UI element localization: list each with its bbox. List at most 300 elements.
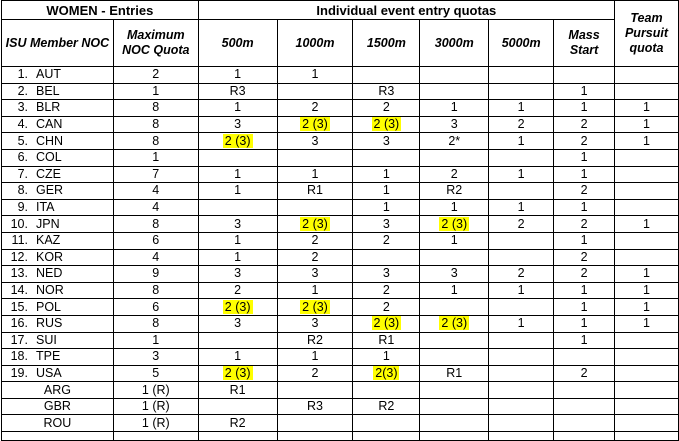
cell-value: 1 bbox=[517, 166, 525, 181]
cell-m5000 bbox=[489, 299, 554, 316]
cell-m5000 bbox=[489, 116, 554, 133]
noc-code: CAN bbox=[36, 117, 63, 132]
cell-m500 bbox=[198, 116, 277, 133]
cell-mass bbox=[554, 282, 615, 299]
noc-code: POL bbox=[36, 299, 62, 314]
cell-m1500 bbox=[353, 83, 420, 100]
cell-m1500 bbox=[353, 382, 420, 399]
noc-code: TPE bbox=[36, 349, 61, 364]
noc-cell bbox=[2, 183, 114, 200]
cell-m500 bbox=[198, 365, 277, 382]
cell-tp bbox=[615, 415, 679, 432]
cell-m500 bbox=[198, 199, 277, 216]
cell-mass bbox=[554, 398, 615, 415]
cell-value: 9 bbox=[152, 266, 160, 281]
cell-value: 2 (3) bbox=[441, 316, 468, 331]
noc-code: CZE bbox=[36, 166, 61, 181]
cell-max bbox=[113, 365, 198, 382]
cell-m3000 bbox=[420, 315, 489, 332]
cell-m3000 bbox=[420, 116, 489, 133]
cell-m1000 bbox=[277, 116, 353, 133]
cell-tp bbox=[615, 83, 679, 100]
cell-m500 bbox=[198, 315, 277, 332]
cell-m1000 bbox=[277, 299, 353, 316]
cell-value: 1 bbox=[311, 166, 319, 181]
noc-code: ROU bbox=[43, 415, 72, 430]
cell-m5000 bbox=[489, 349, 554, 366]
table-row bbox=[2, 83, 679, 100]
cell-value: 3 bbox=[311, 133, 319, 148]
cell-value: 1 bbox=[643, 117, 650, 132]
cell-tp bbox=[615, 149, 679, 166]
row-number: 17. bbox=[10, 332, 28, 347]
cell-value: 3 bbox=[234, 316, 242, 331]
cell-value: 1 bbox=[580, 316, 588, 331]
cell-m1500 bbox=[353, 299, 420, 316]
cell-tp bbox=[615, 100, 679, 117]
cell-value: 1 bbox=[643, 266, 650, 281]
cell-m500 bbox=[198, 67, 277, 84]
table-body bbox=[2, 67, 679, 441]
cell-value: 1 bbox=[234, 233, 242, 248]
row-number: 9. bbox=[17, 200, 28, 215]
cell-tp bbox=[615, 249, 679, 266]
row-number: 19. bbox=[10, 365, 28, 380]
cell-value: 2 bbox=[234, 283, 242, 298]
noc-cell bbox=[2, 133, 114, 150]
cell-value: 3 bbox=[450, 117, 458, 132]
cell-max bbox=[113, 67, 198, 84]
cell-max bbox=[113, 398, 198, 415]
cell-value: 3 bbox=[234, 216, 242, 231]
noc-cell bbox=[2, 332, 114, 349]
cell-mass bbox=[554, 299, 615, 316]
cell-value: 8 bbox=[152, 316, 160, 331]
table-row bbox=[2, 166, 679, 183]
cell-value: R3 bbox=[229, 83, 246, 98]
cell-m3000 bbox=[420, 133, 489, 150]
table-row bbox=[2, 398, 679, 415]
cell-value: 3 bbox=[234, 266, 242, 281]
cell-max bbox=[113, 249, 198, 266]
cell-m1500 bbox=[353, 415, 420, 432]
cell-m500 bbox=[198, 149, 277, 166]
cell-m5000 bbox=[489, 332, 554, 349]
cell-m1000 bbox=[277, 365, 353, 382]
row-number: 8. bbox=[17, 183, 28, 198]
cell-value: 2 bbox=[311, 249, 319, 264]
cell-m5000 bbox=[489, 199, 554, 216]
cell-value: 2 bbox=[580, 133, 588, 148]
cell-m3000 bbox=[420, 83, 489, 100]
noc-code: NED bbox=[36, 266, 63, 281]
cell-m5000 bbox=[489, 216, 554, 233]
cell-m500 bbox=[198, 398, 277, 415]
cell-mass bbox=[554, 83, 615, 100]
cell-tp bbox=[615, 266, 679, 283]
cell-max bbox=[113, 315, 198, 332]
cell-value: 1 bbox=[450, 233, 458, 248]
noc-code: COL bbox=[36, 150, 62, 165]
table-row bbox=[2, 382, 679, 399]
cell-m500 bbox=[198, 415, 277, 432]
cell-max bbox=[113, 116, 198, 133]
cell-m3000 bbox=[420, 282, 489, 299]
cell-m1500 bbox=[353, 365, 420, 382]
table-row bbox=[2, 67, 679, 84]
cell-m5000 bbox=[489, 415, 554, 432]
cell-max bbox=[113, 415, 198, 432]
cell-value: 1 bbox=[580, 200, 588, 215]
cell-m500 bbox=[198, 166, 277, 183]
cell-mass bbox=[554, 133, 615, 150]
cell-m500 bbox=[198, 299, 277, 316]
cell-value: R2 bbox=[378, 399, 395, 414]
cut-off-cell bbox=[353, 432, 420, 441]
col-1000m: 1000m bbox=[277, 20, 353, 67]
table-row bbox=[2, 349, 679, 366]
noc-code: GER bbox=[36, 183, 64, 198]
cell-max bbox=[113, 232, 198, 249]
row-number: 11. bbox=[11, 233, 28, 248]
cell-m500 bbox=[198, 249, 277, 266]
cell-tp bbox=[615, 67, 679, 84]
noc-cell bbox=[2, 398, 114, 415]
cell-value: 1 (R) bbox=[141, 382, 170, 397]
cell-value: 2(3) bbox=[375, 365, 398, 380]
cell-value: 1 bbox=[580, 150, 588, 165]
cell-mass bbox=[554, 216, 615, 233]
cell-m1000 bbox=[277, 349, 353, 366]
cell-value: 1 bbox=[643, 299, 650, 314]
cut-off-cell bbox=[277, 432, 353, 441]
cell-value: 8 bbox=[152, 100, 160, 115]
cell-value: 1 bbox=[517, 283, 525, 298]
cell-m1000 bbox=[277, 166, 353, 183]
cell-m1000 bbox=[277, 149, 353, 166]
cell-mass bbox=[554, 332, 615, 349]
cell-value: 2 bbox=[382, 233, 390, 248]
cell-value: 2 bbox=[382, 283, 390, 298]
cell-value: 1 bbox=[643, 283, 650, 298]
cell-value: 1 bbox=[382, 349, 390, 364]
noc-cell bbox=[2, 349, 114, 366]
cell-m3000 bbox=[420, 299, 489, 316]
noc-cell bbox=[2, 249, 114, 266]
cell-value: 2 bbox=[580, 117, 588, 132]
cell-m1000 bbox=[277, 249, 353, 266]
cell-m1000 bbox=[277, 67, 353, 84]
cell-m1500 bbox=[353, 199, 420, 216]
cell-value: 2 bbox=[152, 67, 160, 82]
col-1500m: 1500m bbox=[353, 20, 420, 67]
cell-m3000 bbox=[420, 332, 489, 349]
cell-value: 6 bbox=[152, 299, 160, 314]
cell-max bbox=[113, 349, 198, 366]
cut-off-cell bbox=[113, 432, 198, 441]
cell-value: 8 bbox=[152, 283, 160, 298]
row-number: 6. bbox=[17, 150, 28, 165]
cell-value: 1 bbox=[382, 200, 390, 215]
cell-m5000 bbox=[489, 398, 554, 415]
table-row bbox=[2, 149, 679, 166]
noc-code: AUT bbox=[36, 67, 61, 82]
cell-m1500 bbox=[353, 149, 420, 166]
cell-mass bbox=[554, 415, 615, 432]
cell-tp bbox=[615, 282, 679, 299]
cell-m500 bbox=[198, 266, 277, 283]
cell-max bbox=[113, 332, 198, 349]
cut-off-cell bbox=[554, 432, 615, 441]
cell-value: 2 (3) bbox=[373, 117, 400, 132]
entries-table bbox=[1, 0, 679, 441]
cell-value: 1 (R) bbox=[141, 415, 170, 430]
table-row bbox=[2, 116, 679, 133]
cell-m3000 bbox=[420, 365, 489, 382]
noc-code: ITA bbox=[36, 200, 55, 215]
cell-value: R3 bbox=[307, 399, 323, 414]
cell-tp bbox=[615, 365, 679, 382]
cell-m1000 bbox=[277, 216, 353, 233]
cell-m500 bbox=[198, 100, 277, 117]
cell-m5000 bbox=[489, 365, 554, 382]
cell-tp bbox=[615, 116, 679, 133]
cell-mass bbox=[554, 249, 615, 266]
cell-tp bbox=[615, 166, 679, 183]
cell-tp bbox=[615, 349, 679, 366]
cell-mass bbox=[554, 149, 615, 166]
cell-m500 bbox=[198, 349, 277, 366]
cell-value: 3 bbox=[450, 266, 458, 281]
cell-m5000 bbox=[489, 382, 554, 399]
cell-m1000 bbox=[277, 232, 353, 249]
cell-value: 1 bbox=[234, 183, 242, 198]
cell-m500 bbox=[198, 332, 277, 349]
noc-cell bbox=[2, 266, 114, 283]
cell-tp bbox=[615, 216, 679, 233]
table-row bbox=[2, 299, 679, 316]
cell-m1000 bbox=[277, 183, 353, 200]
cell-value: R2 bbox=[307, 332, 323, 347]
cell-m5000 bbox=[489, 100, 554, 117]
cell-value: 8 bbox=[152, 216, 160, 231]
cell-value: 1 bbox=[311, 67, 319, 82]
noc-cell bbox=[2, 116, 114, 133]
cell-max bbox=[113, 183, 198, 200]
cell-max bbox=[113, 266, 198, 283]
cell-value: 1 bbox=[234, 349, 242, 364]
noc-cell bbox=[2, 149, 114, 166]
row-number: 4. bbox=[17, 117, 28, 132]
cell-m1000 bbox=[277, 266, 353, 283]
col-500m: 500m bbox=[198, 20, 277, 67]
cell-value: 1 bbox=[580, 283, 588, 298]
cell-tp bbox=[615, 315, 679, 332]
col-3000m: 3000m bbox=[420, 20, 489, 67]
cell-max bbox=[113, 199, 198, 216]
cell-tp bbox=[615, 183, 679, 200]
row-number: 5. bbox=[17, 133, 28, 148]
cell-m1500 bbox=[353, 100, 420, 117]
cell-m500 bbox=[198, 382, 277, 399]
cell-tp bbox=[615, 232, 679, 249]
cell-value: 7 bbox=[152, 166, 160, 181]
cell-value: 2 (3) bbox=[302, 117, 328, 132]
cell-value: R1 bbox=[446, 365, 463, 380]
cell-m1500 bbox=[353, 332, 420, 349]
cell-m3000 bbox=[420, 67, 489, 84]
cell-m1500 bbox=[353, 67, 420, 84]
noc-code: GBR bbox=[43, 399, 71, 414]
cell-value: 1 bbox=[580, 100, 588, 115]
row-number: 15. bbox=[10, 299, 28, 314]
cell-value: 1 bbox=[450, 200, 458, 215]
cell-value: 1 bbox=[643, 216, 650, 231]
cell-value: 1 bbox=[580, 299, 588, 314]
cell-max bbox=[113, 382, 198, 399]
cell-value: R2 bbox=[229, 415, 246, 430]
cell-value: 2* bbox=[448, 133, 461, 148]
cell-value: 3 bbox=[382, 133, 390, 148]
col-5000m: 5000m bbox=[489, 20, 554, 67]
title-row bbox=[2, 1, 679, 20]
cell-value: 1 bbox=[234, 100, 242, 115]
cell-m5000 bbox=[489, 282, 554, 299]
cell-m3000 bbox=[420, 398, 489, 415]
cell-max bbox=[113, 282, 198, 299]
noc-code: SUI bbox=[36, 332, 57, 347]
cell-mass bbox=[554, 199, 615, 216]
cell-value: 2 (3) bbox=[302, 299, 328, 314]
table-row bbox=[2, 315, 679, 332]
table-row bbox=[2, 100, 679, 117]
noc-cell bbox=[2, 382, 114, 399]
cell-value: 8 bbox=[152, 133, 160, 148]
cell-m1000 bbox=[277, 332, 353, 349]
cell-m3000 bbox=[420, 232, 489, 249]
col-max-quota: Maximum NOC Quota bbox=[113, 20, 198, 67]
cell-m3000 bbox=[420, 349, 489, 366]
cell-max bbox=[113, 133, 198, 150]
cell-value: R2 bbox=[446, 183, 463, 198]
table-row bbox=[2, 332, 679, 349]
cell-m3000 bbox=[420, 382, 489, 399]
noc-code: NOR bbox=[36, 283, 64, 298]
cell-mass bbox=[554, 116, 615, 133]
noc-cell bbox=[2, 166, 114, 183]
noc-code: CHN bbox=[36, 133, 64, 148]
cell-m1500 bbox=[353, 315, 420, 332]
cell-value: 3 bbox=[382, 216, 390, 231]
header-row bbox=[2, 20, 679, 67]
table-title: WOMEN - Entries bbox=[2, 1, 199, 20]
cell-value: 2 bbox=[580, 266, 588, 281]
cell-value: 8 bbox=[152, 117, 160, 132]
cell-value: 2 bbox=[517, 216, 525, 231]
noc-cell bbox=[2, 415, 114, 432]
row-number: 2. bbox=[17, 83, 28, 98]
cell-m1500 bbox=[353, 266, 420, 283]
cell-value: 1 bbox=[152, 83, 160, 98]
cell-value: 1 bbox=[517, 133, 525, 148]
cell-mass bbox=[554, 315, 615, 332]
cell-mass bbox=[554, 365, 615, 382]
row-number: 12. bbox=[10, 249, 28, 264]
cell-value: 1 bbox=[643, 316, 650, 331]
cell-value: 2 bbox=[517, 117, 525, 132]
cell-mass bbox=[554, 382, 615, 399]
cell-m1500 bbox=[353, 349, 420, 366]
row-number: 18. bbox=[10, 349, 28, 364]
cell-value: 3 bbox=[311, 316, 319, 331]
cell-value: R1 bbox=[378, 332, 395, 347]
noc-cell bbox=[2, 199, 114, 216]
row-number: 10. bbox=[10, 216, 28, 231]
cell-value: 2 bbox=[382, 299, 390, 314]
cell-m3000 bbox=[420, 266, 489, 283]
cell-value: 2 bbox=[580, 365, 588, 380]
cell-value: 2 bbox=[517, 266, 525, 281]
cell-m1500 bbox=[353, 116, 420, 133]
cell-value: 2 bbox=[580, 249, 588, 264]
cell-tp bbox=[615, 398, 679, 415]
row-number: 16. bbox=[10, 316, 28, 331]
cell-m1000 bbox=[277, 398, 353, 415]
cut-off-cell bbox=[198, 432, 277, 441]
cell-m3000 bbox=[420, 100, 489, 117]
noc-cell bbox=[2, 299, 114, 316]
cell-m3000 bbox=[420, 415, 489, 432]
cell-tp bbox=[615, 382, 679, 399]
cell-value: 2 bbox=[580, 216, 588, 231]
cell-value: 2 (3) bbox=[224, 299, 251, 314]
group-header: Individual event entry quotas bbox=[198, 1, 614, 20]
cell-value: 3 bbox=[152, 349, 160, 364]
cell-mass bbox=[554, 349, 615, 366]
noc-cell bbox=[2, 100, 114, 117]
cell-m5000 bbox=[489, 166, 554, 183]
cut-off-cell bbox=[489, 432, 554, 441]
cell-m500 bbox=[198, 232, 277, 249]
cell-value: 1 bbox=[234, 249, 242, 264]
cell-m3000 bbox=[420, 249, 489, 266]
cell-mass bbox=[554, 266, 615, 283]
cell-m3000 bbox=[420, 216, 489, 233]
table-row bbox=[2, 232, 679, 249]
cell-m1000 bbox=[277, 415, 353, 432]
cell-m1000 bbox=[277, 100, 353, 117]
col-team-pursuit: Team Pursuit quota bbox=[615, 1, 679, 67]
cell-m1500 bbox=[353, 166, 420, 183]
cell-m5000 bbox=[489, 67, 554, 84]
noc-cell bbox=[2, 232, 114, 249]
noc-cell bbox=[2, 67, 114, 84]
noc-code: BEL bbox=[36, 83, 60, 98]
cell-value: 1 bbox=[234, 67, 242, 82]
cell-value: 1 bbox=[382, 183, 390, 198]
cell-max bbox=[113, 83, 198, 100]
cell-m5000 bbox=[489, 232, 554, 249]
cell-m1000 bbox=[277, 315, 353, 332]
cell-value: 1 bbox=[450, 283, 458, 298]
cell-m1000 bbox=[277, 199, 353, 216]
cut-off-row bbox=[2, 432, 679, 441]
table-row bbox=[2, 183, 679, 200]
table-row bbox=[2, 216, 679, 233]
cell-max bbox=[113, 299, 198, 316]
row-number: 13. bbox=[10, 266, 28, 281]
cell-m5000 bbox=[489, 183, 554, 200]
